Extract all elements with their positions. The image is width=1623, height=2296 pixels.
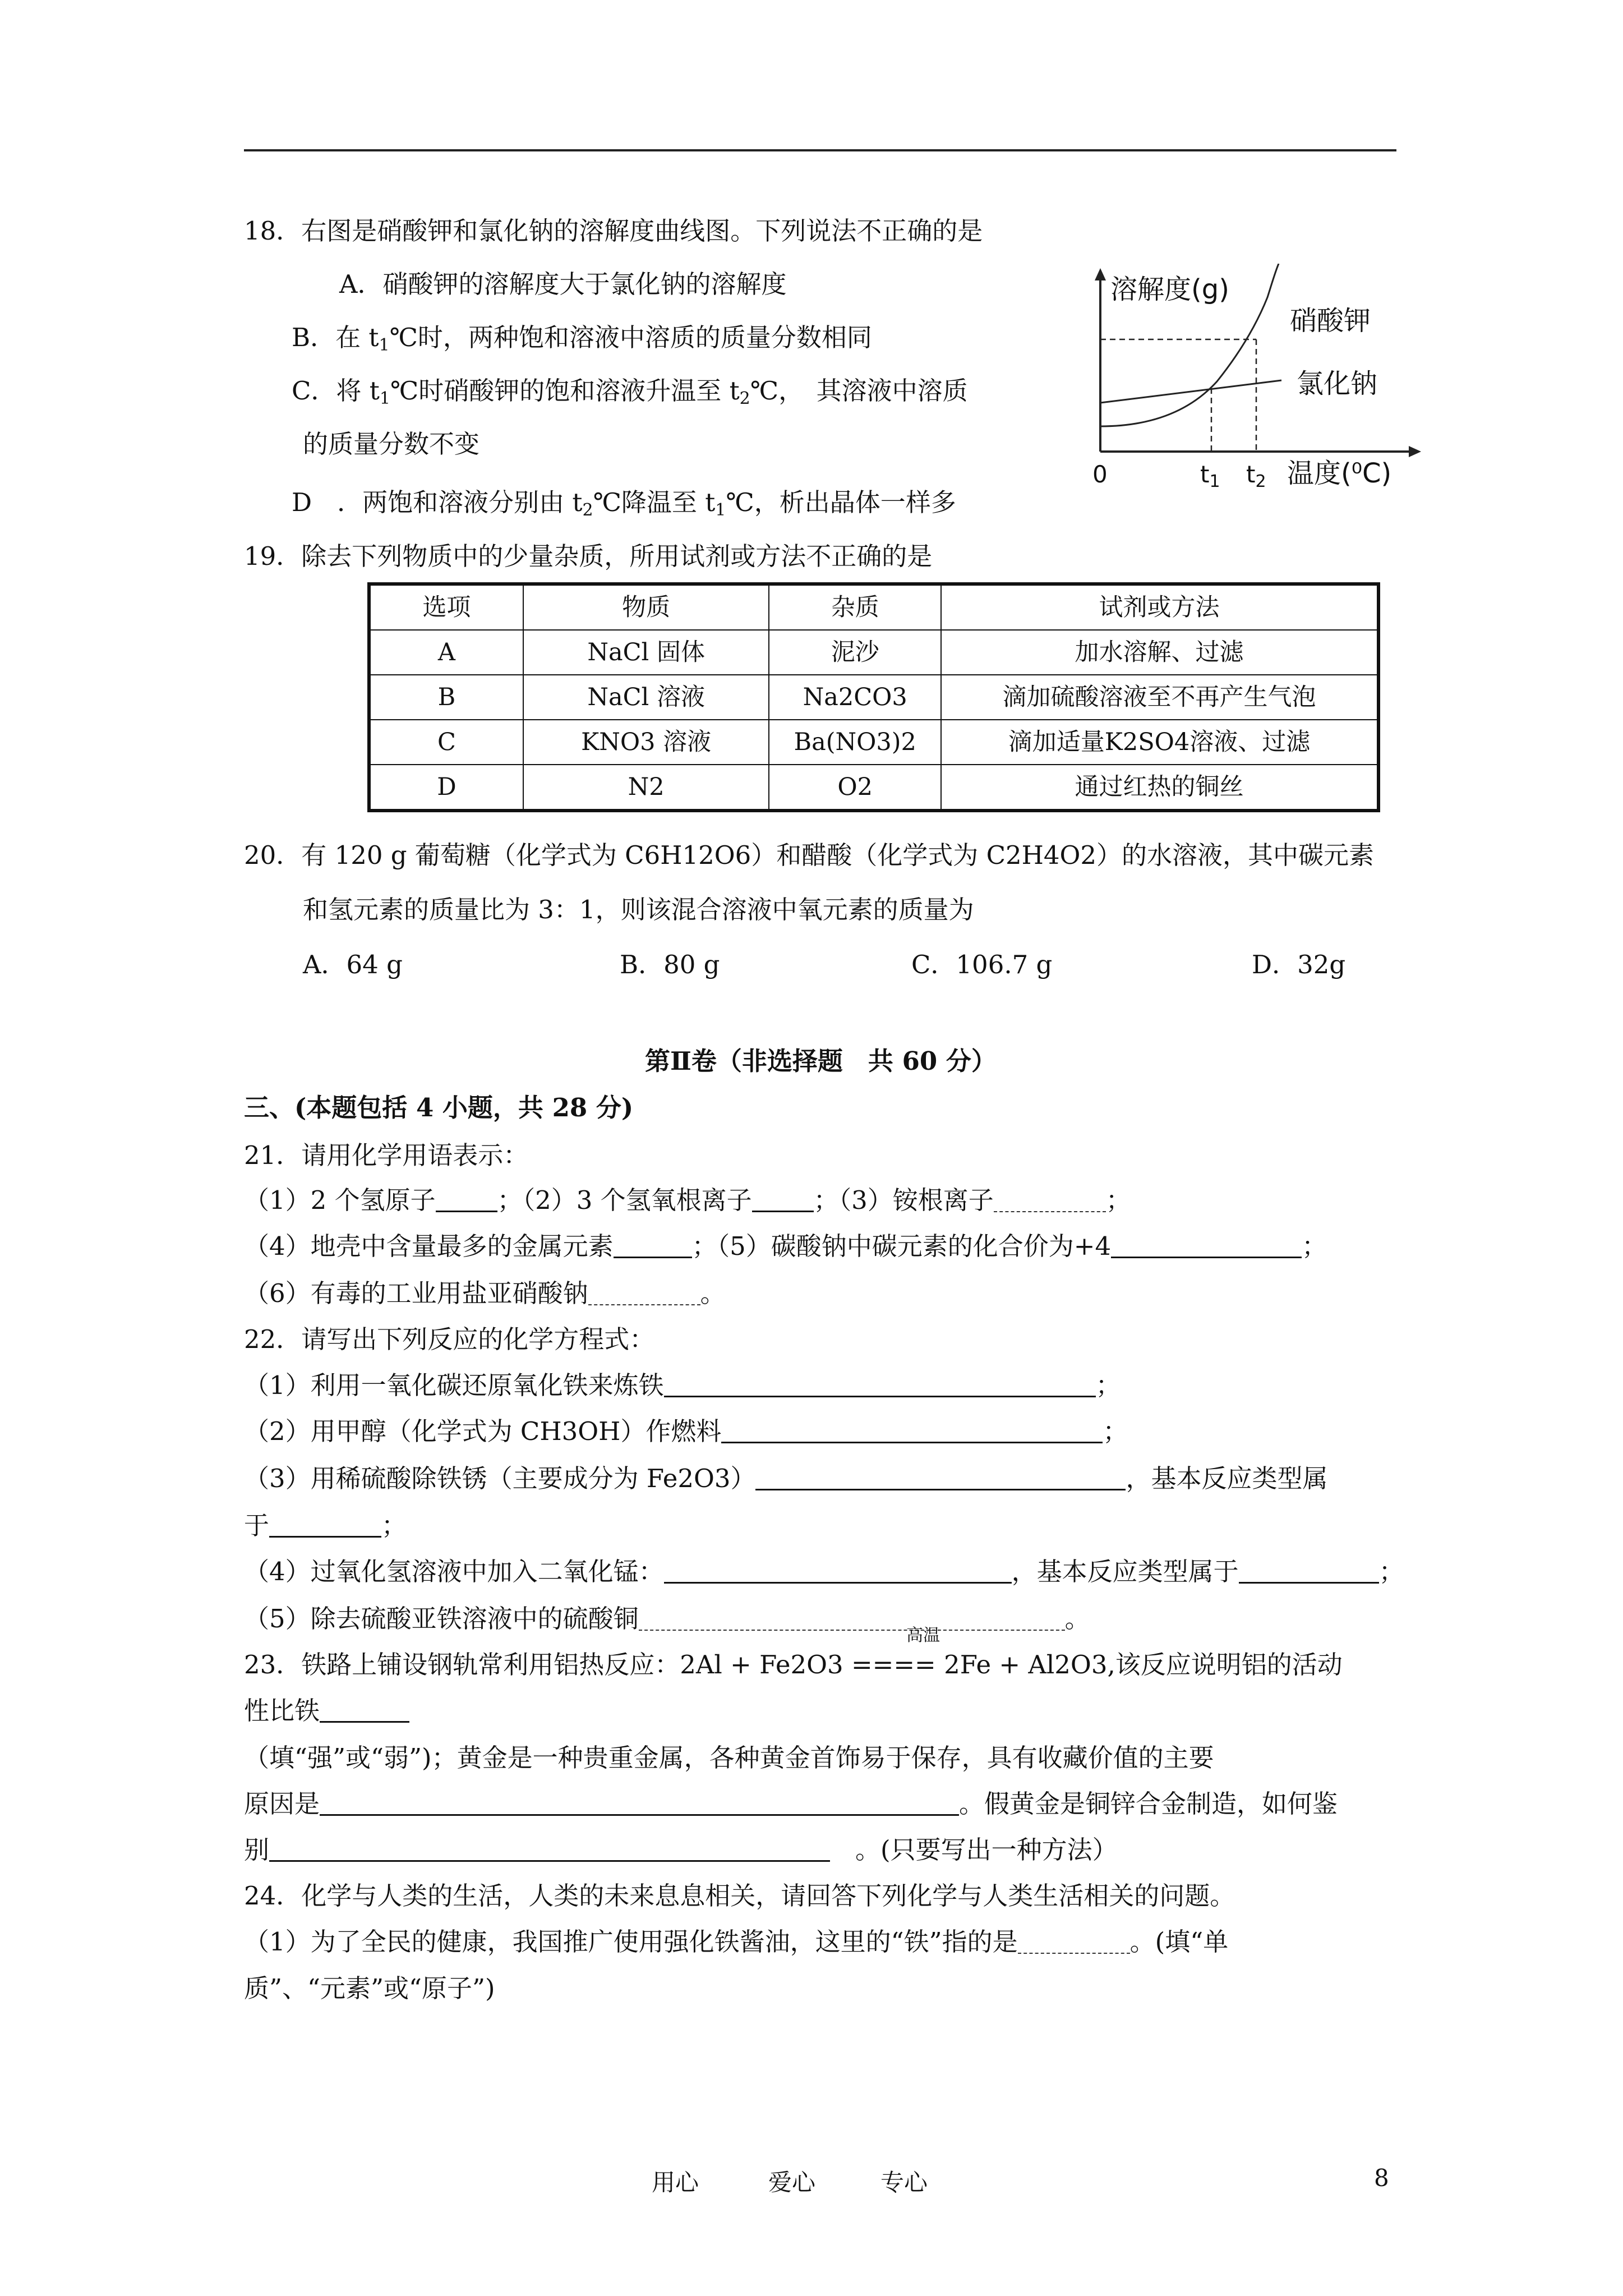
q20-option-b: B．80 g	[620, 950, 720, 979]
q22-line2: （2）用甲醇（化学式为 CH3OH）作燃料 ；	[244, 1416, 1128, 1446]
table-cell: NaCl 溶液	[523, 675, 769, 720]
table-row	[369, 675, 1378, 720]
legend-label-nacl: 氯化钠	[1297, 368, 1378, 399]
footer-motto-2: 爱心	[768, 2169, 816, 2196]
q24-line3: 质”、“元素”或“原子”)	[244, 1973, 495, 2003]
q22-line5: （5）除去硫酸亚铁溶液中的硫酸铜 。	[244, 1604, 1090, 1634]
q18-option-c: C．将 $t_1℃$时硝酸钾的饱和溶液升温至 $t_2℃$， 其溶液中溶质	[292, 376, 968, 408]
q20-line2: 和氢元素的质量比为 3：1，则该混合溶液中氧元素的质量为	[303, 895, 974, 924]
y-axis-arrow	[1095, 268, 1106, 280]
answer-blank[interactable]	[320, 1788, 959, 1816]
table-cell: 滴加硫酸溶液至不再产生气泡	[941, 675, 1378, 720]
table-cell: 加水溶解、过滤	[941, 630, 1378, 675]
page-number: 8	[1374, 2164, 1389, 2192]
answer-blank[interactable]	[436, 1185, 497, 1212]
table-row	[369, 720, 1378, 765]
answer-blank[interactable]	[1111, 1231, 1302, 1258]
answer-blank[interactable]	[320, 1695, 409, 1723]
q18-option-d: D ．两饱和溶液分别由 $t_2℃$降温至 $t_1℃$，析出晶体一样多	[292, 487, 956, 520]
q22-stem: 22．请写出下列反应的化学方程式：	[244, 1324, 655, 1354]
answer-blank[interactable]	[755, 1463, 1126, 1490]
q21-line2: （4）地壳中含量最多的金属元素 ；（5）碳酸钠中碳元素的化合价为+4 ；	[244, 1231, 1327, 1261]
x-tick-t2: t2	[1246, 461, 1266, 491]
q23-line1: 23．铁路上铺设钢轨常利用铝热反应：2Al + Fe2O3 ==== 2Fe + Al2O3,该反应说明铝的活动	[244, 1650, 1343, 1680]
series-line-nacl	[1100, 380, 1281, 403]
q20-option-a: A．64 g	[303, 950, 403, 979]
q20-option-d: D．32g	[1252, 950, 1346, 979]
q23-line4: 原因是 。假黄金是铜锌合金制造，如何鉴	[244, 1789, 1338, 1819]
q21-line3: （6）有毒的工业用盐亚硝酸钠 。	[244, 1278, 726, 1308]
header-cell: 杂质	[769, 584, 941, 630]
q24-line1: 24．化学与人类的生活，人类的未来息息相关，请回答下列化学与人类生活相关的问题。	[244, 1881, 1235, 1911]
q22-line3-cont: 于 ；	[244, 1511, 407, 1540]
q23-line5: 别 。(只要写出一种方法）	[244, 1835, 1118, 1865]
table-cell: 通过红热的铜丝	[941, 765, 1378, 811]
table-cell: D	[369, 765, 523, 811]
footer-motto-1: 用心	[652, 2169, 699, 2196]
q21-stem: 21．请用化学用语表示：	[244, 1140, 529, 1170]
q22-line1: （1）利用一氧化碳还原氧化铁来炼铁 ；	[244, 1370, 1121, 1400]
answer-blank[interactable]	[664, 1370, 1096, 1397]
legend-label-kno3: 硝酸钾	[1290, 305, 1371, 337]
q20-line1: 20．有 120 g 葡萄糖（化学式为 C6H12O6）和醋酸（化学式为 C2H4O2）的水溶液，其中碳元素	[244, 840, 1375, 870]
answer-blank[interactable]	[664, 1556, 1012, 1584]
answer-blank[interactable]	[269, 1834, 830, 1862]
solubility-chart	[1077, 264, 1436, 505]
table-cell: Na2CO3	[769, 675, 941, 720]
q23-line3: （填“强”或“弱”)；黄金是一种贵重金属，各种黄金首饰易于保存，具有收藏价值的主要	[244, 1743, 1214, 1773]
header-cell: 试剂或方法	[941, 584, 1378, 630]
q19-stem: 19．除去下列物质中的少量杂质，所用试剂或方法不正确的是	[244, 541, 933, 571]
x-axis-arrow	[1409, 446, 1421, 457]
q18-option-c-cont: 的质量分数不变	[303, 429, 480, 459]
y-axis-label: 溶解度(g)	[1110, 274, 1229, 305]
q24-line2: （1）为了全民的健康，我国推广使用强化铁酱油，这里的“铁”指的是 。(填“单	[244, 1927, 1229, 1957]
q18-option-b: B．在 $t_1℃$时，两种饱和溶液中溶质的质量分数相同	[292, 323, 872, 355]
q21-line1: （1）2 个氢原子 ；（2）3 个氢氧根离子 ；（3）铵根离子 ；	[244, 1185, 1131, 1215]
answer-blank[interactable]	[1239, 1556, 1379, 1584]
guide-lines	[1100, 339, 1256, 452]
answer-blank[interactable]	[752, 1185, 814, 1212]
table-cell: N2	[523, 765, 769, 811]
table-cell: B	[369, 675, 523, 720]
q20-option-c: C．106.7 g	[911, 950, 1053, 979]
q22-line3: （3）用稀硫酸除铁锈（主要成分为 Fe2O3） ，基本反应类型属	[244, 1464, 1328, 1493]
table-cell: O2	[769, 765, 941, 811]
table-cell: 滴加适量K2SO4溶液、过滤	[941, 720, 1378, 765]
table-cell: A	[369, 630, 523, 675]
answer-blank[interactable]	[721, 1416, 1103, 1443]
q18-stem: 18．右图是硝酸钾和氯化钠的溶解度曲线图。下列说法不正确的是	[244, 216, 983, 246]
q22-line4: （4）过氧化氢溶液中加入二氧化锰： ，基本反应类型属于 ；	[244, 1557, 1404, 1586]
table-cell: C	[369, 720, 523, 765]
footer-motto-3: 专心	[880, 2169, 928, 2196]
x-axis-label: 温度(⁰C)	[1287, 458, 1392, 489]
header-rule	[244, 149, 1396, 151]
table-cell: KNO3 溶液	[523, 720, 769, 765]
q19-options-table	[367, 582, 1380, 812]
table-cell: Ba(NO3)2	[769, 720, 941, 765]
answer-blank[interactable]	[614, 1231, 692, 1258]
answer-blank[interactable]	[994, 1185, 1106, 1212]
header-cell: 物质	[523, 584, 769, 630]
q23-line2: 性比铁	[244, 1694, 409, 1728]
q18-option-a: A．硝酸钾的溶解度大于氯化钠的溶解度	[339, 269, 787, 299]
section3-heading: 三、(本题包括 4 小题，共 28 分)	[244, 1093, 634, 1122]
origin-label: 0	[1092, 461, 1108, 488]
table-row	[369, 765, 1378, 811]
answer-blank[interactable]	[588, 1278, 700, 1305]
answer-blank[interactable]	[269, 1510, 381, 1538]
answer-blank[interactable]	[1018, 1927, 1130, 1954]
table-cell: NaCl 固体	[523, 630, 769, 675]
table-header-row	[369, 584, 1378, 630]
header-cell: 选项	[369, 584, 523, 630]
answer-blank[interactable]	[639, 1604, 1065, 1631]
q23-condition: 高温	[906, 1626, 940, 1645]
table-cell: 泥沙	[769, 630, 941, 675]
x-tick-t1: t1	[1200, 461, 1220, 491]
part2-title: 第Ⅱ卷（非选择题 共 60 分）	[645, 1046, 997, 1076]
table-row	[369, 630, 1378, 675]
